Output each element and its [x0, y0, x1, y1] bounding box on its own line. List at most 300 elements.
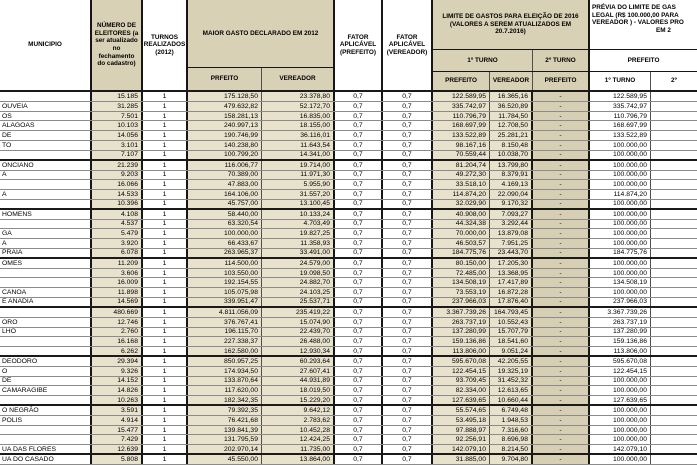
cell-eleitores: 16.066 — [92, 180, 143, 189]
col-header-maior-gasto — [188, 0, 335, 68]
table-row — [0, 445, 697, 455]
cell-turnos: 1 — [143, 318, 188, 327]
cell-limite-vereador: 23.443,70 — [490, 249, 533, 257]
col-header-limite-turno1-label: 1º TURNO — [467, 56, 498, 64]
cell-gasto-vereador: 25.537,71 — [262, 298, 335, 306]
cell-gasto-prefeito: 79.392,35 — [188, 406, 262, 415]
cell-eleitores: 5.808 — [92, 455, 143, 464]
cell-previa-prefeito: 133.522,89 — [590, 131, 651, 140]
col-header-eleitores — [92, 0, 143, 90]
cell-previa-prefeito: 137.280,99 — [590, 328, 651, 337]
cell-turnos: 1 — [143, 141, 188, 150]
cell-fator-vereador: 0,7 — [383, 102, 433, 111]
cell-limite-2turno: - — [533, 357, 590, 366]
cell-limite-prefeito: 93.709,45 — [433, 377, 490, 386]
col-header-previa-line3: VEREADOR ) - VALORES PRO — [592, 19, 684, 27]
cell-turnos: 1 — [143, 426, 188, 435]
cell-fator-vereador: 0,7 — [383, 386, 433, 395]
cell-turnos: 1 — [143, 377, 188, 386]
col-header-limite-line1: LIMITE DE GASTOS PARA ELEIÇÃO DE 2016 — [442, 13, 579, 21]
cell-limite-prefeito: 122.454,15 — [433, 367, 490, 376]
table-row — [0, 220, 697, 230]
cell-turnos: 1 — [143, 92, 188, 101]
col-header-gasto-vereador-label: VEREADOR — [279, 75, 316, 83]
cell-fator-vereador: 0,7 — [383, 357, 433, 366]
cell-limite-vereador: 17.876,40 — [490, 298, 533, 306]
cell-limite-prefeito: 595.670,08 — [433, 357, 490, 366]
cell-fator-prefeito: 0,7 — [335, 112, 383, 121]
cell-gasto-prefeito: 131.795,59 — [188, 435, 262, 444]
cell-limite-2turno: - — [533, 278, 590, 287]
cell-gasto-vereador: 31.557,20 — [262, 190, 335, 199]
cell-municipio — [0, 337, 92, 346]
cell-fator-prefeito: 0,7 — [335, 347, 383, 355]
cell-fator-prefeito: 0,7 — [335, 102, 383, 111]
cell-limite-2turno: - — [533, 141, 590, 150]
cell-turnos: 1 — [143, 102, 188, 111]
table-row — [0, 386, 697, 396]
cell-municipio: CANOA — [0, 288, 92, 297]
col-header-previa-prefeito-label: PREFEITO — [627, 56, 660, 64]
cell-previa-prefeito: 100.000,00 — [590, 161, 651, 170]
col-header-previa-line4: EM 2 — [656, 26, 671, 34]
cell-limite-2turno: - — [533, 406, 590, 415]
cell-fator-prefeito: 0,7 — [335, 298, 383, 306]
cell-previa-2turno — [651, 220, 697, 229]
cell-previa-2turno — [651, 141, 697, 150]
cell-limite-vereador: 7.093,27 — [490, 210, 533, 219]
cell-previa-prefeito: 127.639,65 — [590, 396, 651, 404]
cell-previa-2turno — [651, 239, 697, 248]
cell-limite-vereador: 15.707,79 — [490, 328, 533, 337]
cell-gasto-prefeito: 100.000,00 — [188, 229, 262, 238]
cell-limite-2turno: - — [533, 239, 590, 248]
cell-fator-prefeito: 0,7 — [335, 328, 383, 337]
cell-limite-vereador: 10.552,43 — [490, 318, 533, 327]
cell-limite-2turno: - — [533, 92, 590, 101]
cell-limite-vereador: 7.951,25 — [490, 239, 533, 248]
cell-gasto-vereador: 26.488,00 — [262, 337, 335, 346]
cell-limite-vereador: 16.365,16 — [490, 92, 533, 101]
cell-previa-2turno — [651, 131, 697, 140]
cell-limite-prefeito: 168.697,99 — [433, 121, 490, 130]
col-group-previa — [590, 0, 697, 90]
cell-gasto-vereador: 12.930,34 — [262, 347, 335, 355]
cell-gasto-prefeito: 227.338,37 — [188, 337, 262, 346]
cell-limite-vereador: 4.169,13 — [490, 180, 533, 189]
cell-previa-prefeito: 100.000,00 — [590, 229, 651, 238]
cell-limite-vereador: 7.316,60 — [490, 426, 533, 435]
cell-limite-vereador: 13.368,95 — [490, 269, 533, 278]
table-body — [0, 92, 697, 465]
cell-gasto-vereador: 23.378,80 — [262, 92, 335, 101]
cell-turnos: 1 — [143, 249, 188, 257]
cell-turnos: 1 — [143, 259, 188, 268]
cell-fator-vereador: 0,7 — [383, 426, 433, 435]
cell-eleitores: 21.239 — [92, 161, 143, 170]
cell-fator-vereador: 0,7 — [383, 445, 433, 453]
cell-previa-2turno — [651, 298, 697, 306]
col-header-previa-turno2-label: 2º — [671, 77, 677, 85]
cell-fator-prefeito: 0,7 — [335, 121, 383, 130]
cell-fator-prefeito: 0,7 — [335, 416, 383, 425]
cell-gasto-prefeito: 47.883,00 — [188, 180, 262, 189]
cell-eleitores: 10.396 — [92, 200, 143, 208]
col-header-previa-line2: LEGAL (R$ 100.000,00 PARA — [592, 11, 679, 19]
col-header-fator-prefeito — [335, 0, 383, 90]
cell-municipio: PRAIA — [0, 249, 92, 257]
cell-limite-2turno: - — [533, 426, 590, 435]
col-header-turnos-label: TURNOS REALIZADOS (2012) — [143, 33, 186, 56]
cell-municipio: DE — [0, 131, 92, 140]
cell-limite-prefeito: 184.775,76 — [433, 249, 490, 257]
cell-gasto-prefeito: 116.006,77 — [188, 161, 262, 170]
cell-limite-prefeito: 98.167,16 — [433, 141, 490, 150]
cell-municipio: E ANADIA — [0, 298, 92, 306]
cell-gasto-vereador: 27.607,41 — [262, 367, 335, 376]
cell-previa-2turno — [651, 249, 697, 257]
cell-limite-vereador: 17.417,89 — [490, 278, 533, 287]
table-row — [0, 377, 697, 387]
cell-eleitores: 12.639 — [92, 445, 143, 453]
cell-gasto-prefeito: 105.075,98 — [188, 288, 262, 297]
cell-limite-vereador: 9.704,80 — [490, 455, 533, 464]
cell-municipio: A — [0, 171, 92, 180]
cell-gasto-prefeito: 103.550,00 — [188, 269, 262, 278]
cell-fator-prefeito: 0,7 — [335, 151, 383, 159]
cell-previa-prefeito: 184.775,76 — [590, 249, 651, 257]
cell-gasto-vereador: 12.424,25 — [262, 435, 335, 444]
cell-previa-2turno — [651, 328, 697, 337]
table-row — [0, 210, 697, 220]
cell-municipio: A — [0, 190, 92, 199]
cell-limite-vereador: 42.205,55 — [490, 357, 533, 366]
cell-eleitores: 6.262 — [92, 347, 143, 355]
cell-previa-2turno — [651, 151, 697, 159]
cell-municipio — [0, 92, 92, 101]
col-header-municipio-label: MUNICIPIO — [28, 41, 62, 49]
cell-fator-prefeito: 0,7 — [335, 278, 383, 287]
cell-municipio: OS — [0, 112, 92, 121]
cell-municipio — [0, 220, 92, 229]
cell-eleitores: 4.108 — [92, 210, 143, 219]
cell-limite-prefeito: 335.742,97 — [433, 102, 490, 111]
cell-previa-prefeito: 114.874,20 — [590, 190, 651, 199]
cell-fator-vereador: 0,7 — [383, 259, 433, 268]
cell-eleitores: 480.669 — [92, 308, 143, 317]
cell-fator-prefeito: 0,7 — [335, 210, 383, 219]
cell-limite-2turno: - — [533, 259, 590, 268]
cell-municipio — [0, 347, 92, 355]
table-row — [0, 151, 697, 161]
cell-limite-prefeito: 32.029,90 — [433, 200, 490, 208]
cell-fator-prefeito: 0,7 — [335, 92, 383, 101]
cell-municipio: GA — [0, 229, 92, 238]
cell-fator-vereador: 0,7 — [383, 298, 433, 306]
cell-gasto-prefeito: 164.106,00 — [188, 190, 262, 199]
cell-limite-prefeito: 237.966,03 — [433, 298, 490, 306]
cell-limite-2turno: - — [533, 102, 590, 111]
cell-turnos: 1 — [143, 220, 188, 229]
cell-eleitores: 14.569 — [92, 298, 143, 306]
cell-fator-prefeito: 0,7 — [335, 171, 383, 180]
cell-limite-2turno: - — [533, 416, 590, 425]
cell-previa-prefeito: 100.000,00 — [590, 141, 651, 150]
cell-previa-prefeito: 100.000,00 — [590, 171, 651, 180]
cell-gasto-vereador: 13.864,00 — [262, 455, 335, 464]
cell-eleitores: 9.326 — [92, 367, 143, 376]
table-row — [0, 92, 697, 102]
cell-gasto-vereador: 18.019,50 — [262, 386, 335, 395]
table-row — [0, 455, 697, 465]
cell-municipio: DEODORO — [0, 357, 92, 366]
cell-turnos: 1 — [143, 151, 188, 159]
cell-turnos: 1 — [143, 112, 188, 121]
cell-gasto-prefeito: 100.799,20 — [188, 151, 262, 159]
cell-limite-2turno: - — [533, 288, 590, 297]
cell-limite-vereador: 8.150,48 — [490, 141, 533, 150]
col-header-limite-line2: (VALORES A SEREM ATUALIZADOS EM 20.7.2016) — [449, 20, 572, 36]
table-row — [0, 347, 697, 357]
cell-fator-vereador: 0,7 — [383, 416, 433, 425]
cell-previa-2turno — [651, 161, 697, 170]
cell-limite-vereador: 11.784,50 — [490, 112, 533, 121]
cell-gasto-vereador: 14.341,00 — [262, 151, 335, 159]
cell-limite-prefeito: 40.908,00 — [433, 210, 490, 219]
cell-fator-prefeito: 0,7 — [335, 426, 383, 435]
cell-previa-2turno — [651, 210, 697, 219]
table-row — [0, 200, 697, 210]
cell-gasto-vereador: 19.714,00 — [262, 161, 335, 170]
cell-gasto-prefeito: 162.580,00 — [188, 347, 262, 355]
cell-limite-prefeito: 134.508,19 — [433, 278, 490, 287]
cell-turnos: 1 — [143, 337, 188, 346]
cell-turnos: 1 — [143, 239, 188, 248]
cell-limite-vereador: 13.879,08 — [490, 229, 533, 238]
table-row — [0, 131, 697, 141]
cell-fator-vereador: 0,7 — [383, 288, 433, 297]
cell-fator-vereador: 0,7 — [383, 367, 433, 376]
cell-limite-prefeito: 159.136,86 — [433, 337, 490, 346]
col-header-gasto-prfeito — [188, 68, 262, 90]
cell-eleitores: 2.760 — [92, 328, 143, 337]
cell-limite-prefeito: 72.485,00 — [433, 269, 490, 278]
cell-limite-vereador: 16.872,28 — [490, 288, 533, 297]
cell-limite-prefeito: 92.256,91 — [433, 435, 490, 444]
cell-municipio: CAMARAGIBE — [0, 386, 92, 395]
cell-gasto-vereador: 10.452,28 — [262, 426, 335, 435]
cell-limite-vereador: 9.051,24 — [490, 347, 533, 355]
cell-fator-prefeito: 0,7 — [335, 435, 383, 444]
cell-previa-prefeito: 100.000,00 — [590, 180, 651, 189]
cell-municipio — [0, 269, 92, 278]
table-row — [0, 249, 697, 259]
cell-municipio — [0, 396, 92, 404]
cell-municipio — [0, 180, 92, 189]
cell-previa-2turno — [651, 180, 697, 189]
cell-previa-prefeito: 110.796,79 — [590, 112, 651, 121]
cell-limite-2turno: - — [533, 298, 590, 306]
cell-limite-2turno: - — [533, 229, 590, 238]
cell-fator-prefeito: 0,7 — [335, 249, 383, 257]
cell-eleitores: 6.078 — [92, 249, 143, 257]
cell-eleitores: 12.746 — [92, 318, 143, 327]
cell-previa-2turno — [651, 367, 697, 376]
cell-fator-vereador: 0,7 — [383, 151, 433, 159]
cell-turnos: 1 — [143, 367, 188, 376]
cell-turnos: 1 — [143, 298, 188, 306]
cell-eleitores: 7.429 — [92, 435, 143, 444]
cell-gasto-vereador: 11.735,00 — [262, 445, 335, 453]
table-row — [0, 180, 697, 190]
cell-municipio: A — [0, 239, 92, 248]
cell-previa-2turno — [651, 171, 697, 180]
cell-turnos: 1 — [143, 229, 188, 238]
col-header-municipio — [0, 0, 92, 90]
cell-fator-prefeito: 0,7 — [335, 377, 383, 386]
cell-fator-prefeito: 0,7 — [335, 318, 383, 327]
table-row — [0, 161, 697, 171]
cell-turnos: 1 — [143, 288, 188, 297]
col-header-previa-prefeito — [590, 50, 697, 71]
col-header-limite-turno1 — [433, 50, 533, 71]
cell-fator-vereador: 0,7 — [383, 328, 433, 337]
cell-eleitores: 7.107 — [92, 151, 143, 159]
cell-turnos: 1 — [143, 269, 188, 278]
col-header-fator-prefeito-label: FATOR APLICÁVEL (PREFEITO) — [339, 33, 377, 56]
cell-previa-prefeito: 100.000,00 — [590, 269, 651, 278]
cell-limite-2turno: - — [533, 112, 590, 121]
cell-gasto-vereador: 44.931,89 — [262, 377, 335, 386]
cell-municipio: ONCIANO — [0, 161, 92, 170]
cell-turnos: 1 — [143, 455, 188, 464]
cell-previa-2turno — [651, 337, 697, 346]
col-header-previa-turno1-label: 1º TURNO — [604, 77, 636, 85]
cell-fator-prefeito: 0,7 — [335, 288, 383, 297]
cell-fator-vereador: 0,7 — [383, 239, 433, 248]
cell-municipio: O — [0, 367, 92, 376]
cell-previa-2turno — [651, 278, 697, 287]
cell-previa-2turno — [651, 377, 697, 386]
cell-limite-2turno: - — [533, 377, 590, 386]
cell-fator-prefeito: 0,7 — [335, 161, 383, 170]
table-row — [0, 239, 697, 249]
cell-fator-prefeito: 0,7 — [335, 269, 383, 278]
cell-eleitores: 14.056 — [92, 131, 143, 140]
table-row — [0, 141, 697, 151]
cell-gasto-vereador: 18.155,00 — [262, 121, 335, 130]
cell-previa-prefeito: 113.806,00 — [590, 347, 651, 355]
cell-limite-prefeito: 3.367.739,26 — [433, 308, 490, 317]
cell-limite-vereador: 8.379,91 — [490, 171, 533, 180]
cell-turnos: 1 — [143, 416, 188, 425]
cell-previa-2turno — [651, 121, 697, 130]
cell-limite-2turno: - — [533, 337, 590, 346]
cell-gasto-prefeito: 202.970,14 — [188, 445, 262, 453]
cell-fator-vereador: 0,7 — [383, 161, 433, 170]
cell-eleitores: 11.898 — [92, 288, 143, 297]
cell-fator-vereador: 0,7 — [383, 112, 433, 121]
cell-municipio: TO — [0, 141, 92, 150]
cell-municipio — [0, 200, 92, 208]
cell-fator-vereador: 0,7 — [383, 249, 433, 257]
cell-fator-prefeito: 0,7 — [335, 131, 383, 140]
table-row — [0, 416, 697, 426]
cell-fator-vereador: 0,7 — [383, 308, 433, 317]
cell-limite-vereador: 1.948,53 — [490, 416, 533, 425]
cell-turnos: 1 — [143, 180, 188, 189]
cell-gasto-vereador: 16.835,00 — [262, 112, 335, 121]
cell-fator-vereador: 0,7 — [383, 200, 433, 208]
cell-municipio: UA DO CASADO — [0, 455, 92, 464]
cell-previa-prefeito: 100.000,00 — [590, 416, 651, 425]
cell-gasto-prefeito: 4.811.056,09 — [188, 308, 262, 317]
cell-fator-vereador: 0,7 — [383, 318, 433, 327]
table-row — [0, 121, 697, 131]
cell-fator-vereador: 0,7 — [383, 455, 433, 464]
cell-limite-2turno: - — [533, 396, 590, 404]
cell-turnos: 1 — [143, 396, 188, 404]
cell-limite-2turno: - — [533, 367, 590, 376]
cell-fator-vereador: 0,7 — [383, 377, 433, 386]
cell-gasto-vereador: 11.358,93 — [262, 239, 335, 248]
cell-turnos: 1 — [143, 357, 188, 366]
cell-limite-prefeito: 49.272,30 — [433, 171, 490, 180]
cell-turnos: 1 — [143, 161, 188, 170]
col-header-previa-turno1 — [590, 72, 651, 90]
cell-turnos: 1 — [143, 131, 188, 140]
cell-eleitores: 31.285 — [92, 102, 143, 111]
col-header-limite-vereador-label: VEREADOR — [492, 77, 530, 85]
cell-fator-prefeito: 0,7 — [335, 386, 383, 395]
cell-gasto-vereador: 24.579,00 — [262, 259, 335, 268]
cell-gasto-vereador: 9.642,12 — [262, 406, 335, 415]
cell-previa-2turno — [651, 445, 697, 453]
cell-previa-prefeito: 100.000,00 — [590, 239, 651, 248]
cell-municipio: OUVEIA — [0, 102, 92, 111]
col-header-limite-prefeito — [433, 72, 490, 90]
cell-previa-prefeito: 168.697,99 — [590, 121, 651, 130]
cell-gasto-prefeito: 63.320,54 — [188, 220, 262, 229]
cell-limite-prefeito: 122.589,95 — [433, 92, 490, 101]
cell-turnos: 1 — [143, 121, 188, 130]
table-row — [0, 278, 697, 288]
col-header-turnos — [143, 0, 188, 90]
cell-previa-prefeito: 122.589,95 — [590, 92, 651, 101]
table-row — [0, 298, 697, 308]
cell-limite-prefeito: 70.559,44 — [433, 151, 490, 159]
header-row — [0, 0, 697, 92]
cell-eleitores: 3.920 — [92, 239, 143, 248]
cell-gasto-vereador: 11.971,30 — [262, 171, 335, 180]
col-header-limite — [433, 0, 590, 50]
cell-municipio — [0, 151, 92, 159]
cell-turnos: 1 — [143, 347, 188, 355]
cell-previa-2turno — [651, 416, 697, 425]
cell-limite-vereador: 36.520,89 — [490, 102, 533, 111]
cell-previa-2turno — [651, 259, 697, 268]
cell-fator-vereador: 0,7 — [383, 337, 433, 346]
cell-previa-2turno — [651, 112, 697, 121]
cell-limite-2turno: - — [533, 131, 590, 140]
cell-gasto-prefeito: 58.440,00 — [188, 210, 262, 219]
cell-fator-vereador: 0,7 — [383, 347, 433, 355]
cell-eleitores: 4.537 — [92, 220, 143, 229]
cell-limite-2turno: - — [533, 347, 590, 355]
cell-previa-2turno — [651, 288, 697, 297]
cell-gasto-prefeito: 190.746,99 — [188, 131, 262, 140]
cell-gasto-prefeito: 117.620,00 — [188, 386, 262, 395]
